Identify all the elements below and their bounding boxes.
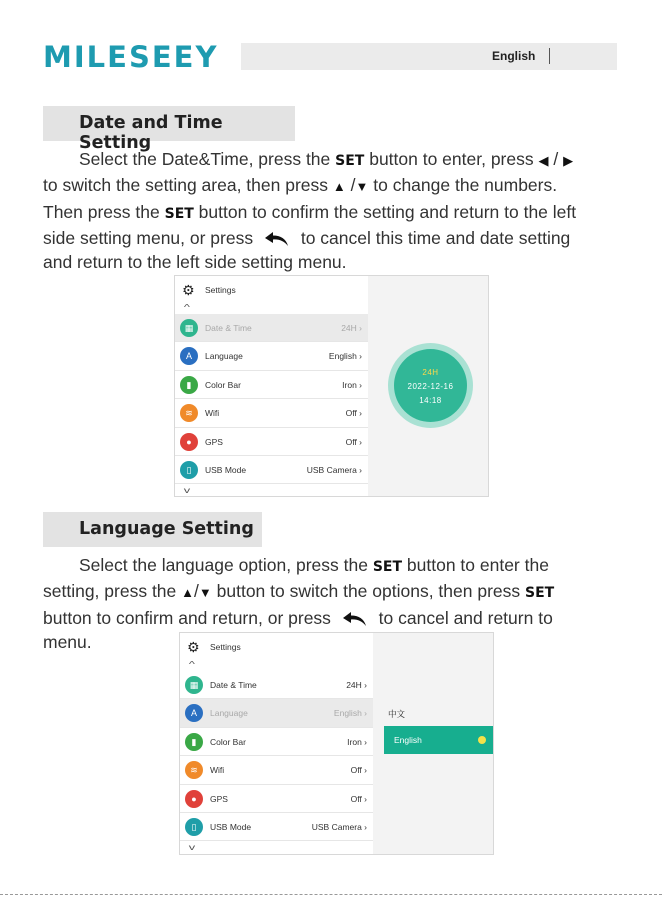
text: to cancel this time and date setting (295, 227, 571, 248)
settings-row-value: English › (328, 351, 362, 362)
gear-icon: ⚙ (187, 639, 200, 655)
language-icon: A (180, 347, 198, 365)
settings-row[interactable] (180, 813, 373, 841)
option-label: English (394, 735, 422, 745)
menu-title: Settings (205, 285, 236, 295)
settings-row[interactable] (175, 399, 368, 427)
settings-row[interactable] (175, 428, 368, 456)
set-key: SET (525, 585, 555, 602)
section-heading-date-time (43, 106, 295, 153)
date-value: 2022-12-16 (407, 382, 454, 391)
time-mode: 24H (422, 368, 439, 377)
settings-row-value: Iron › (342, 379, 362, 390)
text: Select the language option, press the (79, 555, 373, 575)
settings-row[interactable] (175, 371, 368, 399)
text: menu. (43, 631, 92, 652)
text: button to confirm the setting and return to the left (193, 201, 577, 222)
settings-row-value: Off › (345, 436, 362, 447)
settings-row[interactable] (180, 699, 373, 727)
settings-row-label: GPS (210, 793, 228, 804)
settings-row-label: Color Bar (210, 736, 246, 747)
text: setting, press the (43, 581, 182, 602)
section-title: Date and Time Setting (79, 113, 223, 153)
settings-row-value: English › (333, 708, 367, 719)
language-option-chinese[interactable]: 中文 (388, 709, 406, 719)
settings-row[interactable] (180, 671, 373, 699)
menu-header (175, 276, 368, 306)
text: to change the numbers. (368, 175, 558, 196)
settings-row-value: Off › (350, 793, 367, 804)
text-line (43, 173, 618, 199)
usb-icon: ▯ (180, 461, 198, 479)
left-arrow-icon: ◀ (538, 153, 549, 168)
time-dial (388, 343, 473, 428)
text: to switch the setting area, then press (43, 175, 333, 196)
section-heading-language (43, 512, 262, 547)
settings-row[interactable] (180, 785, 373, 813)
chevron-up-icon[interactable]: ^ (188, 660, 195, 669)
settings-row-label: Color Bar (205, 379, 241, 390)
settings-row[interactable] (180, 756, 373, 784)
settings-row-value: USB Camera › (311, 822, 367, 832)
time-value: 14:18 (419, 396, 442, 405)
usb-icon: ▯ (185, 818, 203, 836)
text: Then press the (43, 201, 165, 222)
set-key: SET (164, 205, 194, 222)
settings-row-label: Date & Time (205, 323, 252, 333)
page-divider (0, 894, 662, 895)
right-arrow-icon: ▶ (563, 153, 574, 168)
language-label[interactable]: English (492, 49, 536, 63)
language-bar (241, 43, 617, 70)
settings-row-value: Off › (345, 408, 362, 419)
calendar-icon: ▦ (180, 319, 198, 337)
settings-row[interactable] (175, 342, 368, 370)
text-line (43, 606, 618, 630)
settings-row-value: 24H › (346, 680, 367, 690)
text: / (194, 581, 199, 602)
wifi-icon: ≋ (180, 404, 198, 422)
wifi-icon: ≋ (185, 761, 203, 779)
gps-icon: ● (185, 790, 203, 808)
settings-row-label: Wifi (210, 765, 225, 776)
back-icon (264, 231, 290, 247)
settings-row-value: Iron › (347, 736, 367, 747)
text: button to enter, press (364, 149, 539, 169)
date-time-instructions (43, 147, 618, 274)
text: / (345, 175, 356, 196)
settings-row-label: Language (205, 351, 243, 362)
gear-icon: ⚙ (182, 282, 195, 298)
menu-header (180, 633, 373, 663)
language-icon: A (185, 704, 203, 722)
text: side setting menu, or press (43, 227, 258, 248)
text: to cancel and return to (373, 607, 553, 628)
divider (549, 48, 550, 64)
settings-screen-language (179, 632, 494, 855)
text: Select the Date&Time, press the (79, 149, 336, 169)
calendar-icon: ▦ (185, 676, 203, 694)
settings-menu (175, 276, 368, 496)
menu-title: Settings (210, 642, 241, 652)
settings-row[interactable] (175, 314, 368, 342)
text: and return to the left side setting menu. (43, 252, 347, 273)
settings-row-label: GPS (205, 436, 223, 447)
chevron-up-icon[interactable]: ^ (183, 303, 190, 312)
language-option-english[interactable] (384, 726, 494, 754)
settings-row[interactable] (180, 728, 373, 756)
settings-row-label: USB Mode (205, 465, 247, 475)
time-dial-face (394, 349, 467, 422)
text-line (43, 226, 618, 250)
settings-row-label: Language (210, 708, 248, 719)
text-line (43, 250, 618, 274)
text-line (43, 579, 618, 605)
text: / (548, 149, 564, 169)
section-title: Language Setting (79, 519, 254, 539)
settings-row-value: Off › (350, 765, 367, 776)
up-arrow-icon: ▲ (181, 585, 195, 601)
selected-indicator (478, 736, 486, 744)
down-arrow-icon: ▼ (355, 179, 369, 195)
chevron-down-icon[interactable]: v (188, 843, 196, 852)
down-arrow-icon: ▼ (198, 585, 212, 601)
settings-row-value: 24H › (341, 323, 362, 333)
settings-row-value: USB Camera › (306, 465, 362, 475)
settings-row-label: Date & Time (210, 680, 257, 690)
settings-row[interactable] (175, 456, 368, 484)
settings-row-label: Wifi (205, 408, 220, 419)
settings-row-label: USB Mode (210, 822, 252, 832)
back-icon (342, 611, 368, 627)
settings-menu (180, 633, 373, 854)
chevron-down-icon[interactable]: v (183, 486, 191, 495)
up-arrow-icon: ▲ (332, 179, 346, 195)
set-key: SET (335, 153, 365, 169)
set-key: SET (372, 559, 403, 575)
text: button to confirm and return, or press (43, 607, 336, 628)
text-line (43, 147, 618, 173)
text: button to enter the (402, 555, 549, 575)
gps-icon: ● (180, 433, 198, 451)
color-bar-icon: ▮ (185, 733, 203, 751)
settings-screen-date-time (174, 275, 489, 497)
brand-logo: MILESEEY (43, 40, 219, 74)
text-line (43, 553, 618, 579)
text-line (43, 200, 618, 226)
color-bar-icon: ▮ (180, 376, 198, 394)
text: button to switch the options, then press (211, 581, 526, 602)
